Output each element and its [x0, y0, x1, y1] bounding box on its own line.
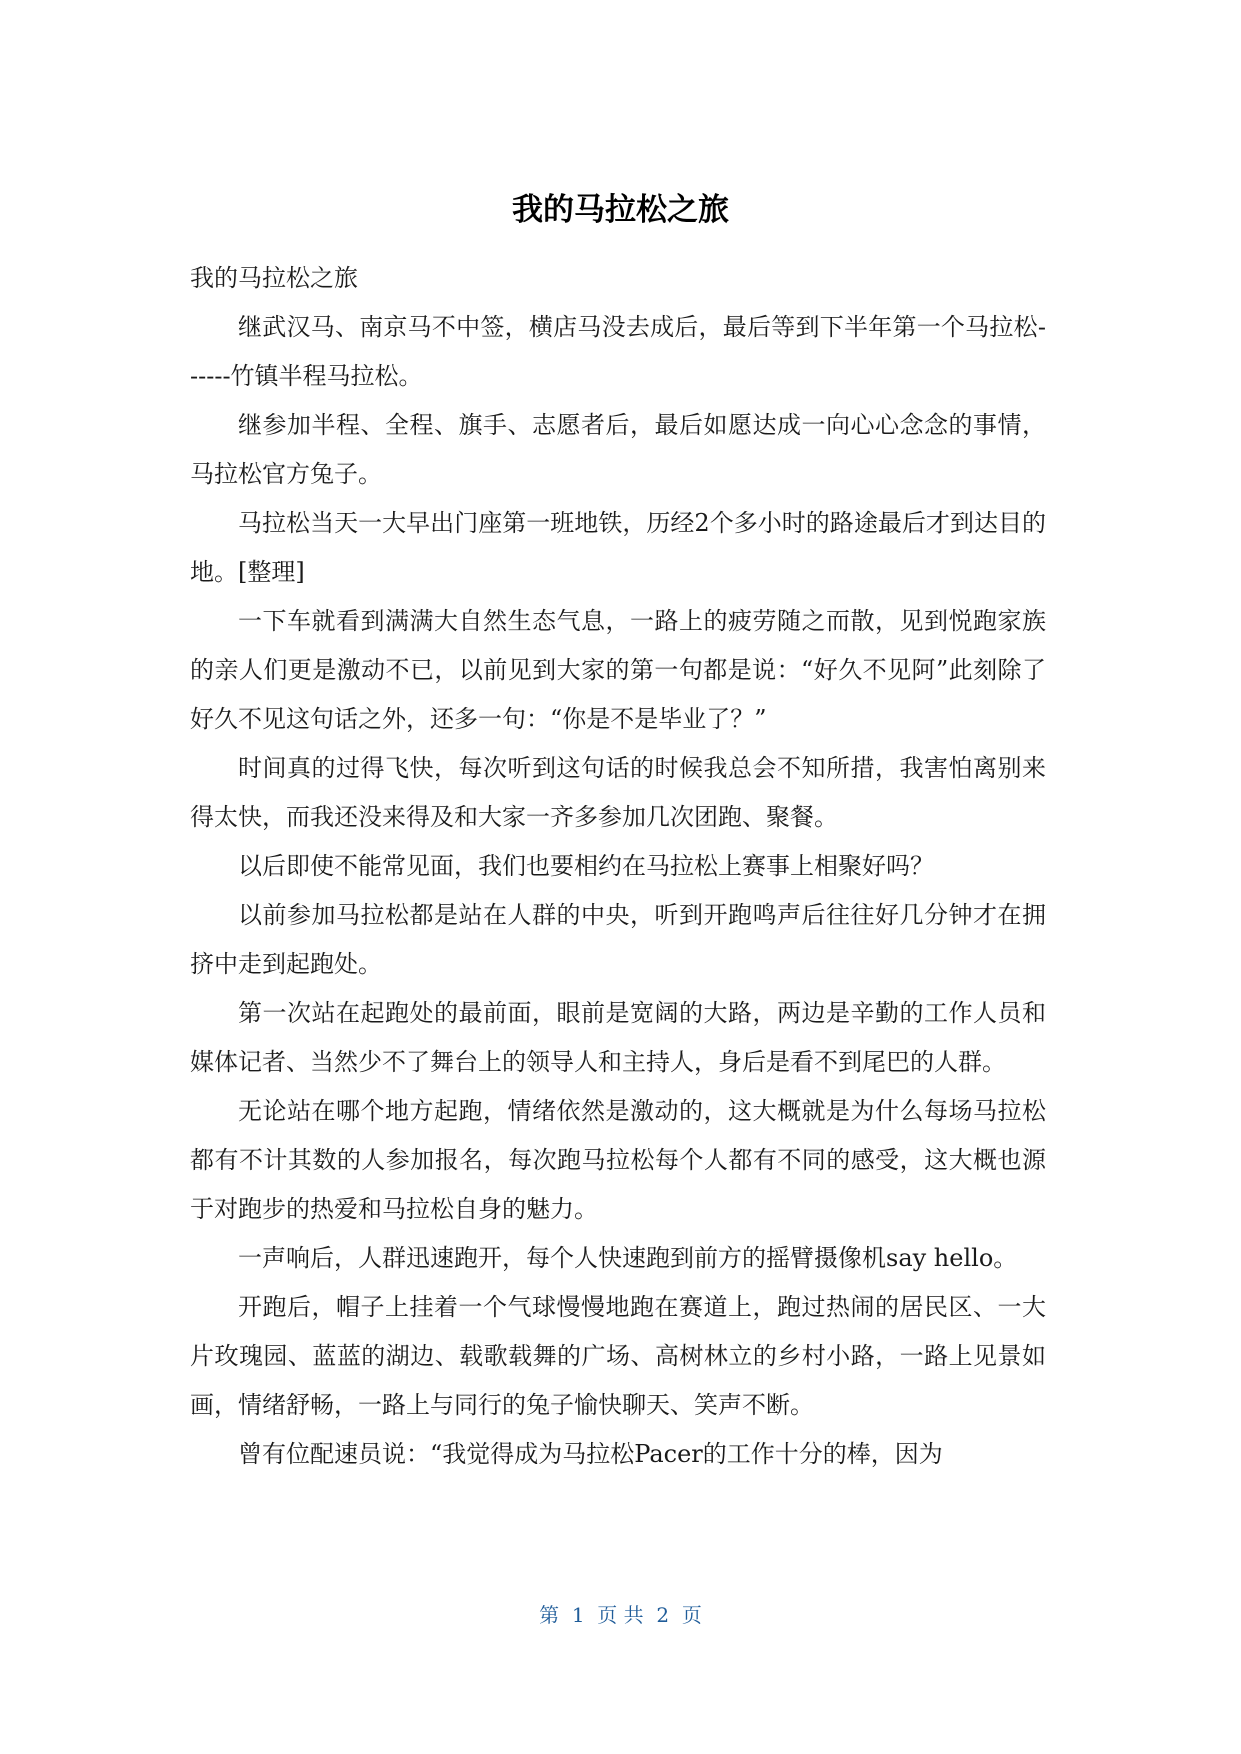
paragraph: 开跑后，帽子上挂着一个气球慢慢地跑在赛道上，跑过热闹的居民区、一大片玫瑰园、蓝蓝的湖边、载歌载舞的广场、高树林立的乡村小路，一路上见景如画，情绪舒畅，一路上与同行的兔子愉快聊天、笑声不断。	[190, 1293, 1046, 1419]
document-title: 我的马拉松之旅	[512, 192, 729, 228]
paragraph: 继参加半程、全程、旗手、志愿者后，最后如愿达成一向心心念念的事情，马拉松官方兔子。	[190, 411, 1046, 488]
page-number-footer: 第 1 页 共 2 页	[539, 1603, 702, 1627]
paragraph: 继武汉马、南京马不中签，横店马没去成后，最后等到下半年第一个马拉松------竹镇半程马拉松。	[190, 313, 1046, 390]
paragraph: 一声响后，人群迅速跑开，每个人快速跑到前方的摇臂摄像机say hello。	[238, 1244, 1018, 1272]
document-subtitle: 我的马拉松之旅	[190, 264, 358, 292]
document-body	[190, 254, 1046, 1479]
paragraph: 马拉松当天一大早出门座第一班地铁，历经2个多小时的路途最后才到达目的地。[整理]	[190, 509, 1046, 586]
paragraph: 无论站在哪个地方起跑，情绪依然是激动的，这大概就是为什么每场马拉松都有不计其数的人参加报名，每次跑马拉松每个人都有不同的感受，这大概也源于对跑步的热爱和马拉松自身的魅力。	[190, 1097, 1046, 1223]
paragraph: 第一次站在起跑处的最前面，眼前是宽阔的大路，两边是辛勤的工作人员和媒体记者、当然少不了舞台上的领导人和主持人，身后是看不到尾巴的人群。	[190, 999, 1046, 1076]
paragraph: 曾有位配速员说：“我觉得成为马拉松Pacer的工作十分的棒，因为	[238, 1440, 943, 1468]
paragraph: 一下车就看到满满大自然生态气息，一路上的疲劳随之而散，见到悦跑家族的亲人们更是激动不已，以前见到大家的第一句都是说：“好久不见阿”此刻除了好久不见这句话之外，还多一句：“你是不是毕业了？”	[190, 607, 1046, 733]
paragraph: 以后即使不能常见面，我们也要相约在马拉松上赛事上相聚好吗？	[238, 852, 934, 880]
paragraph: 时间真的过得飞快，每次听到这句话的时候我总会不知所措，我害怕离别来得太快，而我还没来得及和大家一齐多参加几次团跑、聚餐。	[190, 754, 1046, 831]
paragraph: 以前参加马拉松都是站在人群的中央，听到开跑鸣声后往往好几分钟才在拥挤中走到起跑处。	[190, 901, 1046, 978]
